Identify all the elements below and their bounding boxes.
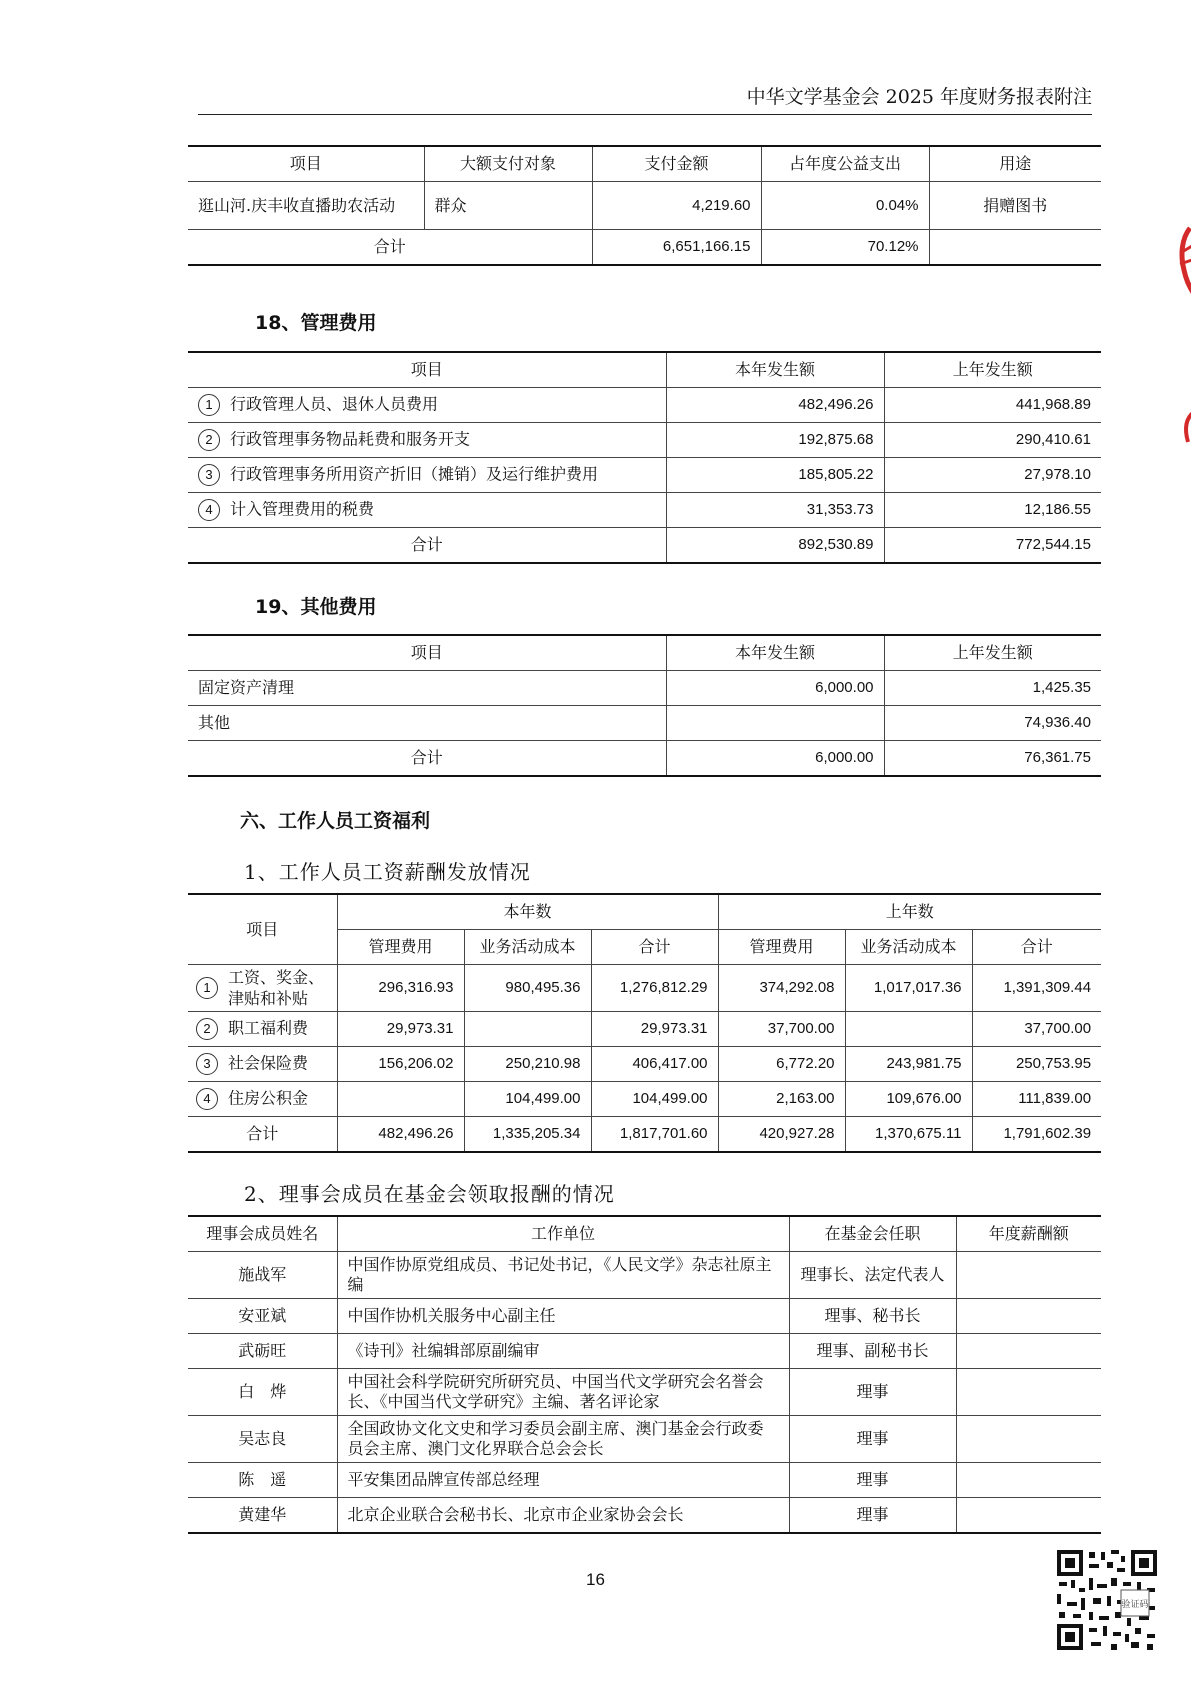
cell-value <box>464 1012 591 1047</box>
table-header-row <box>188 635 1101 671</box>
table-row <box>188 423 1101 458</box>
row-current: 192,875.68 <box>666 423 884 458</box>
section-6-title: 六、工作人员工资福利 <box>240 810 431 832</box>
total-value: 420,927.28 <box>718 1117 845 1153</box>
cell-value: 29,973.31 <box>591 1012 718 1047</box>
row-label: 行政管理人员、退休人员费用 <box>230 394 439 414</box>
member-unit: 全国政协文化文史和学习委员会副主席、澳门基金会行政委员会主席、澳门文化界联合总会会长 <box>337 1416 789 1463</box>
table-row <box>188 1369 1101 1416</box>
header-previous-year: 上年发生额 <box>884 352 1101 388</box>
cell-value: 250,753.95 <box>972 1047 1101 1082</box>
total-row <box>188 1117 1101 1153</box>
circled-number: 2 <box>198 429 220 451</box>
member-name: 白 烨 <box>188 1369 337 1416</box>
row-current: 31,353.73 <box>666 493 884 528</box>
total-row <box>188 528 1101 564</box>
cell-value: 37,700.00 <box>972 1012 1101 1047</box>
subsection-2-title: 2、理事会成员在基金会领取报酬的情况 <box>244 1182 615 1206</box>
member-role: 理事长、法定代表人 <box>789 1252 956 1299</box>
subheader-cur-total: 合计 <box>591 930 718 965</box>
cell-value: 250,210.98 <box>464 1047 591 1082</box>
cell-value: 243,981.75 <box>845 1047 972 1082</box>
member-unit: 平安集团品牌宣传部总经理 <box>337 1463 789 1498</box>
header-item: 项目 <box>188 352 666 388</box>
row-previous: 74,936.40 <box>884 706 1101 741</box>
total-current: 6,000.00 <box>666 741 884 777</box>
page-number: 16 <box>586 1570 605 1589</box>
total-value: 1,335,205.34 <box>464 1117 591 1153</box>
subheader-cur-business: 业务活动成本 <box>464 930 591 965</box>
member-pay <box>956 1252 1101 1299</box>
table-header-row <box>188 146 1101 182</box>
cell-value: 104,499.00 <box>591 1082 718 1117</box>
header-previous-year: 上年发生额 <box>884 635 1101 671</box>
subheader-prev-admin: 管理费用 <box>718 930 845 965</box>
total-previous: 76,361.75 <box>884 741 1101 777</box>
cell-value: 296,316.93 <box>337 965 464 1012</box>
cell-value <box>337 1082 464 1117</box>
member-pay <box>956 1299 1101 1334</box>
circled-number: 3 <box>198 464 220 486</box>
member-unit: 《诗刊》社编辑部原副编审 <box>337 1334 789 1369</box>
row-amount: 4,219.60 <box>592 182 761 230</box>
table-row <box>188 1334 1101 1369</box>
cell-value: 1,017,017.36 <box>845 965 972 1012</box>
table-row <box>188 1252 1101 1299</box>
table-row <box>188 1416 1101 1463</box>
table-header-row <box>188 894 1101 930</box>
row-current: 185,805.22 <box>666 458 884 493</box>
total-row <box>188 230 1101 266</box>
circled-number: 4 <box>196 1088 218 1110</box>
header-role: 在基金会任职 <box>789 1216 956 1252</box>
member-name: 吴志良 <box>188 1416 337 1463</box>
circled-number: 3 <box>196 1053 218 1075</box>
table-row <box>188 1463 1101 1498</box>
header-previous-year: 上年数 <box>718 894 1101 930</box>
cell-value: 37,700.00 <box>718 1012 845 1047</box>
cell-value: 111,839.00 <box>972 1082 1101 1117</box>
member-name: 施战军 <box>188 1252 337 1299</box>
member-role: 理事 <box>789 1416 956 1463</box>
member-unit: 北京企业联合会秘书长、北京市企业家协会会长 <box>337 1498 789 1534</box>
total-label: 合计 <box>188 1117 337 1153</box>
row-label: 其他 <box>188 706 666 741</box>
cell-value: 1,391,309.44 <box>972 965 1101 1012</box>
member-role: 理事 <box>789 1369 956 1416</box>
member-unit: 中国作协原党组成员、书记处书记，《人民文学》杂志社原主编 <box>337 1252 789 1299</box>
row-item: 逛山河.庆丰收直播助农活动 <box>188 182 424 230</box>
row-previous: 27,978.10 <box>884 458 1101 493</box>
total-label: 合计 <box>188 741 666 777</box>
section-18-title: 18、管理费用 <box>255 312 377 334</box>
member-role: 理事 <box>789 1463 956 1498</box>
member-unit: 中国作协机关服务中心副主任 <box>337 1299 789 1334</box>
member-pay <box>956 1463 1101 1498</box>
subheader-cur-admin: 管理费用 <box>337 930 464 965</box>
header-percent: 占年度公益支出 <box>761 146 929 182</box>
header-current-year: 本年发生额 <box>666 352 884 388</box>
row-target: 群众 <box>424 182 592 230</box>
row-label: 行政管理事务所用资产折旧（摊销）及运行维护费用 <box>230 464 599 484</box>
row-current <box>666 706 884 741</box>
document-header-title: 中华文学基金会 2025 年度财务报表附注 <box>746 86 1092 108</box>
header-current-year: 本年数 <box>337 894 718 930</box>
cell-value: 406,417.00 <box>591 1047 718 1082</box>
header-name: 理事会成员姓名 <box>188 1216 337 1252</box>
table-row <box>188 182 1101 230</box>
header-use: 用途 <box>929 146 1101 182</box>
row-previous: 441,968.89 <box>884 388 1101 423</box>
verification-qr-code <box>1055 1548 1159 1652</box>
table-header-row <box>188 1216 1101 1252</box>
member-name: 武砺旺 <box>188 1334 337 1369</box>
table-header-row <box>188 352 1101 388</box>
section-19-title: 19、其他费用 <box>255 596 377 618</box>
member-pay <box>956 1416 1101 1463</box>
cell-value <box>845 1012 972 1047</box>
circled-number: 1 <box>196 977 218 999</box>
subsection-1-title: 1、工作人员工资薪酬发放情况 <box>244 860 531 884</box>
row-label: 固定资产清理 <box>188 671 666 706</box>
member-pay <box>956 1369 1101 1416</box>
row-previous: 12,186.55 <box>884 493 1101 528</box>
table-row <box>188 493 1101 528</box>
seal-stamp-icon <box>1176 410 1191 446</box>
other-expense-table <box>188 634 1101 777</box>
row-label: 工资、奖金、津贴和补贴 <box>228 968 325 1008</box>
row-previous: 290,410.61 <box>884 423 1101 458</box>
total-amount: 6,651,166.15 <box>592 230 761 266</box>
total-value: 1,817,701.60 <box>591 1117 718 1153</box>
row-label: 职工福利费 <box>228 1018 309 1038</box>
total-current: 892,530.89 <box>666 528 884 564</box>
table-row <box>188 1498 1101 1534</box>
row-percent: 0.04% <box>761 182 929 230</box>
member-name: 陈 遥 <box>188 1463 337 1498</box>
total-row <box>188 741 1101 777</box>
cell-value: 156,206.02 <box>337 1047 464 1082</box>
row-label: 计入管理费用的税费 <box>230 499 375 519</box>
cell-value: 980,495.36 <box>464 965 591 1012</box>
cell-value: 104,499.00 <box>464 1082 591 1117</box>
member-pay <box>956 1498 1101 1534</box>
total-use-empty <box>929 230 1101 266</box>
header-target: 大额支付对象 <box>424 146 592 182</box>
circled-number: 4 <box>198 499 220 521</box>
cell-value: 2,163.00 <box>718 1082 845 1117</box>
cell-value: 6,772.20 <box>718 1047 845 1082</box>
subheader-prev-total: 合计 <box>972 930 1101 965</box>
header-divider <box>198 114 1092 115</box>
header-item: 项目 <box>188 894 337 965</box>
row-previous: 1,425.35 <box>884 671 1101 706</box>
total-percent: 70.12% <box>761 230 929 266</box>
table-row <box>188 671 1101 706</box>
header-pay: 年度薪酬额 <box>956 1216 1101 1252</box>
qr-verify-label: 验证码 <box>1121 1600 1149 1610</box>
total-value: 1,791,602.39 <box>972 1117 1101 1153</box>
member-role: 理事、秘书长 <box>789 1299 956 1334</box>
circled-number: 2 <box>196 1018 218 1040</box>
member-role: 理事、副秘书长 <box>789 1334 956 1369</box>
seal-stamp-icon <box>1176 226 1191 296</box>
total-label: 合计 <box>188 528 666 564</box>
total-value: 1,370,675.11 <box>845 1117 972 1153</box>
table-row <box>188 1299 1101 1334</box>
member-name: 黄建华 <box>188 1498 337 1534</box>
total-value: 482,496.26 <box>337 1117 464 1153</box>
row-current: 6,000.00 <box>666 671 884 706</box>
row-current: 482,496.26 <box>666 388 884 423</box>
row-use: 捐赠图书 <box>929 182 1101 230</box>
table-row <box>188 388 1101 423</box>
row-label: 社会保险费 <box>228 1053 309 1073</box>
row-label: 行政管理事务物品耗费和服务开支 <box>230 429 471 449</box>
cell-value: 374,292.08 <box>718 965 845 1012</box>
header-current-year: 本年发生额 <box>666 635 884 671</box>
header-item: 项目 <box>188 635 666 671</box>
total-previous: 772,544.15 <box>884 528 1101 564</box>
table-row <box>188 706 1101 741</box>
table-row <box>188 458 1101 493</box>
total-label: 合计 <box>188 230 592 266</box>
member-pay <box>956 1334 1101 1369</box>
header-unit: 工作单位 <box>337 1216 789 1252</box>
table-row <box>188 1012 1101 1047</box>
admin-expense-table <box>188 351 1101 564</box>
table-row <box>188 1047 1101 1082</box>
member-name: 安亚斌 <box>188 1299 337 1334</box>
member-unit: 中国社会科学院研究所研究员、中国当代文学研究会名誉会长、《中国当代文学研究》主编、著名评论家 <box>337 1369 789 1416</box>
row-label: 住房公积金 <box>228 1088 309 1108</box>
large-payment-table <box>188 145 1101 266</box>
table-row <box>188 965 1101 1012</box>
board-members-table <box>188 1215 1101 1534</box>
cell-value: 1,276,812.29 <box>591 965 718 1012</box>
subheader-prev-business: 业务活动成本 <box>845 930 972 965</box>
table-row <box>188 1082 1101 1117</box>
member-role: 理事 <box>789 1498 956 1534</box>
header-item: 项目 <box>188 146 424 182</box>
cell-value: 109,676.00 <box>845 1082 972 1117</box>
cell-value: 29,973.31 <box>337 1012 464 1047</box>
salary-table <box>188 893 1101 1153</box>
circled-number: 1 <box>198 394 220 416</box>
header-amount: 支付金额 <box>592 146 761 182</box>
